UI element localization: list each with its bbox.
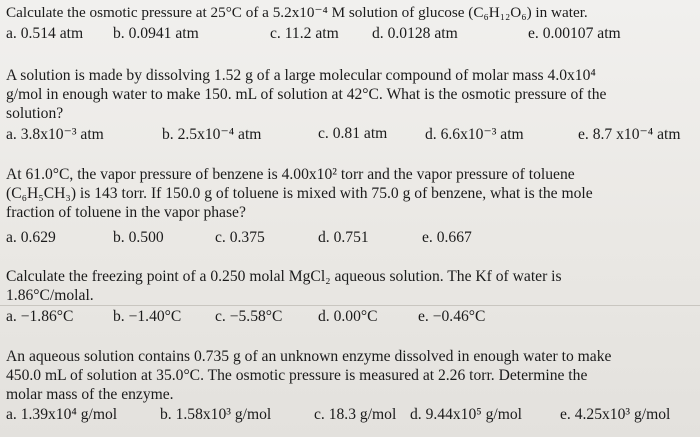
question-4-option-d: d. 0.00°C: [318, 308, 378, 325]
question-4-option-a: a. −1.86°C: [6, 308, 74, 325]
question-2-line-2: g/mol in enough water to make 150. mL of solution at 42°C. What is the osmotic pressure of the: [6, 86, 607, 103]
question-2-line-1: A solution is made by dissolving 1.52 g of a large molecular compound of molar mass 4.0x10⁴: [6, 67, 596, 84]
question-3-option-b: b. 0.500: [113, 229, 164, 246]
question-4-line-1: Calculate the freezing point of a 0.250 molal MgCl₂ aqueous solution. The Kf of water is: [6, 268, 562, 285]
question-4-option-c: c. −5.58°C: [215, 308, 283, 325]
question-1-option-c: c. 11.2 atm: [270, 25, 339, 42]
question-5-line-2: 450.0 mL of solution at 35.0°C. The osmotic pressure is measured at 2.26 torr. Determine the: [6, 367, 588, 384]
question-4-line-2: 1.86°C/molal.: [6, 287, 94, 304]
question-2-line-3: solution?: [6, 105, 64, 122]
question-5-option-e: e. 4.25x10³ g/mol: [560, 406, 671, 423]
question-5-option-b: b. 1.58x10³ g/mol: [160, 406, 272, 423]
question-5-option-d: d. 9.44x10⁵ g/mol: [410, 406, 522, 423]
question-3-line-3: fraction of toluene in the vapor phase?: [6, 204, 246, 221]
question-1-option-e: e. 0.00107 atm: [528, 25, 621, 42]
question-4-option-b: b. −1.40°C: [113, 308, 182, 325]
question-1-option-d: d. 0.0128 atm: [372, 25, 458, 42]
question-2-option-d: d. 6.6x10⁻³ atm: [425, 126, 524, 143]
question-5-option-c: c. 18.3 g/mol: [314, 406, 397, 423]
question-5-line-1: An aqueous solution contains 0.735 g of an unknown enzyme dissolved in enough water to make: [6, 348, 612, 365]
question-1-option-b: b. 0.0941 atm: [113, 25, 199, 42]
question-5-line-3: molar mass of the enzyme.: [6, 386, 174, 403]
question-1-option-a: a. 0.514 atm: [6, 25, 84, 42]
question-2-option-e: e. 8.7 x10⁻⁴ atm: [578, 126, 681, 143]
question-3-option-c: c. 0.375: [215, 229, 265, 246]
question-4-option-e: e. −0.46°C: [418, 308, 486, 325]
question-2-option-a: a. 3.8x10⁻³ atm: [6, 126, 104, 143]
question-1-line-1: Calculate the osmotic pressure at 25°C of a 5.2x10⁻⁴ M solution of glucose (C₆H₁₂O₆) in water.: [6, 4, 588, 21]
question-3-option-e: e. 0.667: [422, 229, 472, 246]
question-3-line-2: (C₆H₅CH₃) is 143 torr. If 150.0 g of toluene is mixed with 75.0 g of benzene, what is the mole: [6, 185, 593, 202]
question-3-option-a: a. 0.629: [6, 229, 56, 246]
question-5-option-a: a. 1.39x10⁴ g/mol: [6, 406, 118, 423]
question-2-option-b: b. 2.5x10⁻⁴ atm: [162, 126, 262, 143]
question-2-option-c: c. 0.81 atm: [318, 125, 388, 142]
question-3-line-1: At 61.0°C, the vapor pressure of benzene is 4.00x10² torr and the vapor pressure of toluene: [6, 166, 575, 183]
question-3-option-d: d. 0.751: [318, 229, 369, 246]
divider: [0, 305, 700, 306]
